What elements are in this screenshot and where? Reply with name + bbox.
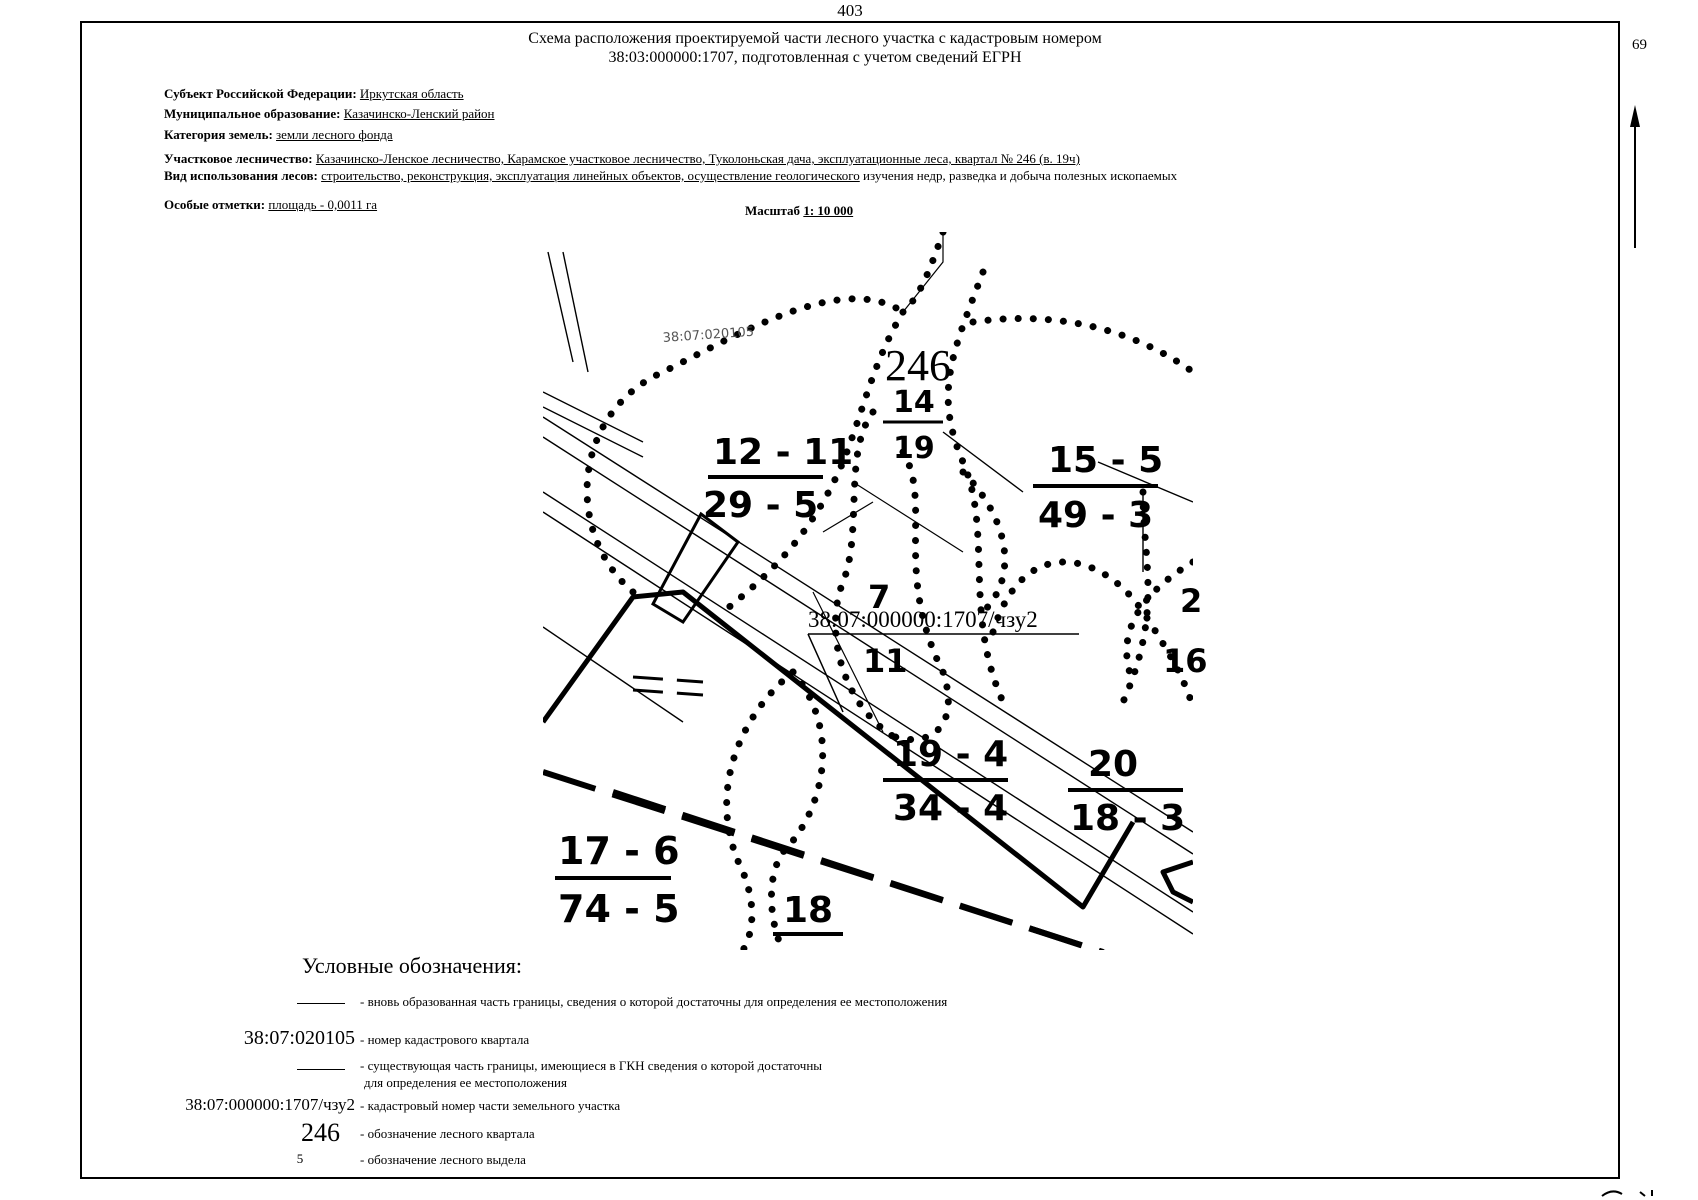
plot-label-top: 7 [868,578,891,616]
scale-value: 1: 10 000 [803,203,854,218]
field-subject-value: Иркутская область [359,86,464,101]
plot-label-top: 14 [893,385,935,420]
quarter-code-label: 38:07:020105 [662,324,755,346]
legend-symbol-forest-quarter: 246 [301,1118,340,1147]
plot-label-top: 19 - 4 [893,734,1009,775]
field-municipality [164,106,495,122]
plot-label-top: 20 [1088,744,1139,785]
plot-label-bottom: 18 - 3 [1070,798,1186,839]
north-arrow-icon [1620,105,1650,250]
field-subject [164,86,464,102]
plot-label-bottom: 29 - 5 [703,485,819,526]
legend-text: - вновь образованная часть границы, сведения о которой достаточны для определения ее местоположения [360,994,948,1009]
field-municipality-label: Муниципальное образование: [164,106,341,121]
field-forestry [164,151,1080,167]
title-line-1: Схема расположения проектируемой части лесного участка с кадастровым номером [528,30,1102,47]
new-parcel-part [653,514,738,622]
page-number: 403 [837,1,863,20]
legend-text: - кадастровый номер части земельного участка [360,1098,621,1113]
field-subject-label: Субъект Российской Федерации: [164,86,357,101]
field-forestry-label: Участковое лесничество: [164,151,313,166]
legend-text-continued: для определения ее местоположения [364,1075,567,1090]
plot-label [773,890,843,934]
plot-label-bottom: 16 [1163,642,1208,680]
plot-label-top: 15 - 5 [1048,440,1164,481]
field-forest-use-value: строительство, реконструкция, эксплуатация линейных объектов, осуществление геологического [321,168,860,183]
legend-title: Условные обозначения: [302,953,523,978]
forest-map [543,232,1208,950]
plot-label-bottom: 49 - 3 [1038,495,1154,536]
quarter-number-label: 246 [885,341,951,390]
plot-label-top: 17 - 6 [558,829,680,873]
plot-label-bottom: 34 - 4 [893,788,1009,829]
plot-label-bottom: 19 [893,431,935,466]
plot-label-top: 12 - 11 [713,432,854,473]
legend-symbol-quarter-code: 38:07:020105 [243,1027,355,1049]
sheet-number: 69 [1632,37,1647,53]
legend-text: - обозначение лесного выдела [360,1152,526,1167]
document-title [420,29,1210,67]
legend-symbol-forest-plot: 5 [296,1151,304,1166]
plot-label [703,432,853,526]
legend-symbol-parcel-number: 38:07:000000:1707/чзу2 [185,1095,355,1114]
plot-label-bottom: 11 [863,642,908,680]
field-forest-use-label: Вид использования лесов: [164,168,318,183]
parcel-label: 38:07:000000:1707/чзу2 [808,607,1038,632]
plot-label [1033,440,1163,536]
short-dashes [633,677,703,695]
field-special-notes-value: площадь - 0,0011 га [268,197,378,212]
scale-label: Масштаб [745,203,801,218]
title-line-2: 38:03:000000:1707, подготовленная с учетом сведений ЕГРН [608,49,1022,66]
field-land-category-label: Категория земель: [164,127,273,142]
scan-mark [1600,1184,1660,1198]
plot-label-top: 2 [1180,582,1203,620]
plot-label [555,829,680,931]
field-special-notes [164,197,377,213]
plot-label [883,385,943,466]
legend-text: - обозначение лесного квартала [360,1126,535,1141]
field-forest-use-value-tail: изучения недр, разведка и добыча полезных ископаемых [863,168,1178,183]
field-forestry-value: Казачинско-Ленское лесничество, Карамское участковое лесничество, Туколоньская дача, эксплуатационные леса, квартал № 246 (в. 19ч) [315,151,1080,166]
field-land-category [164,127,393,143]
plot-label-bottom: 74 - 5 [558,887,680,931]
plot-label [883,734,1008,829]
legend-text: - номер кадастрового квартала [360,1032,530,1047]
legend-text: - существующая часть границы, имеющиеся в ГКН сведения о которой достаточны [360,1058,823,1073]
field-municipality-value: Казачинско-Ленский район [343,106,495,121]
field-land-category-value: земли лесного фонда [276,127,393,142]
field-forest-use [164,168,1177,184]
legend-symbol-new-boundary [297,1003,345,1004]
plot-label-top: 18 [783,890,834,931]
legend-symbol-existing-boundary [297,1069,345,1070]
plot-label [1068,744,1185,839]
field-special-notes-label: Особые отметки: [164,197,266,212]
map-scale [745,203,853,219]
